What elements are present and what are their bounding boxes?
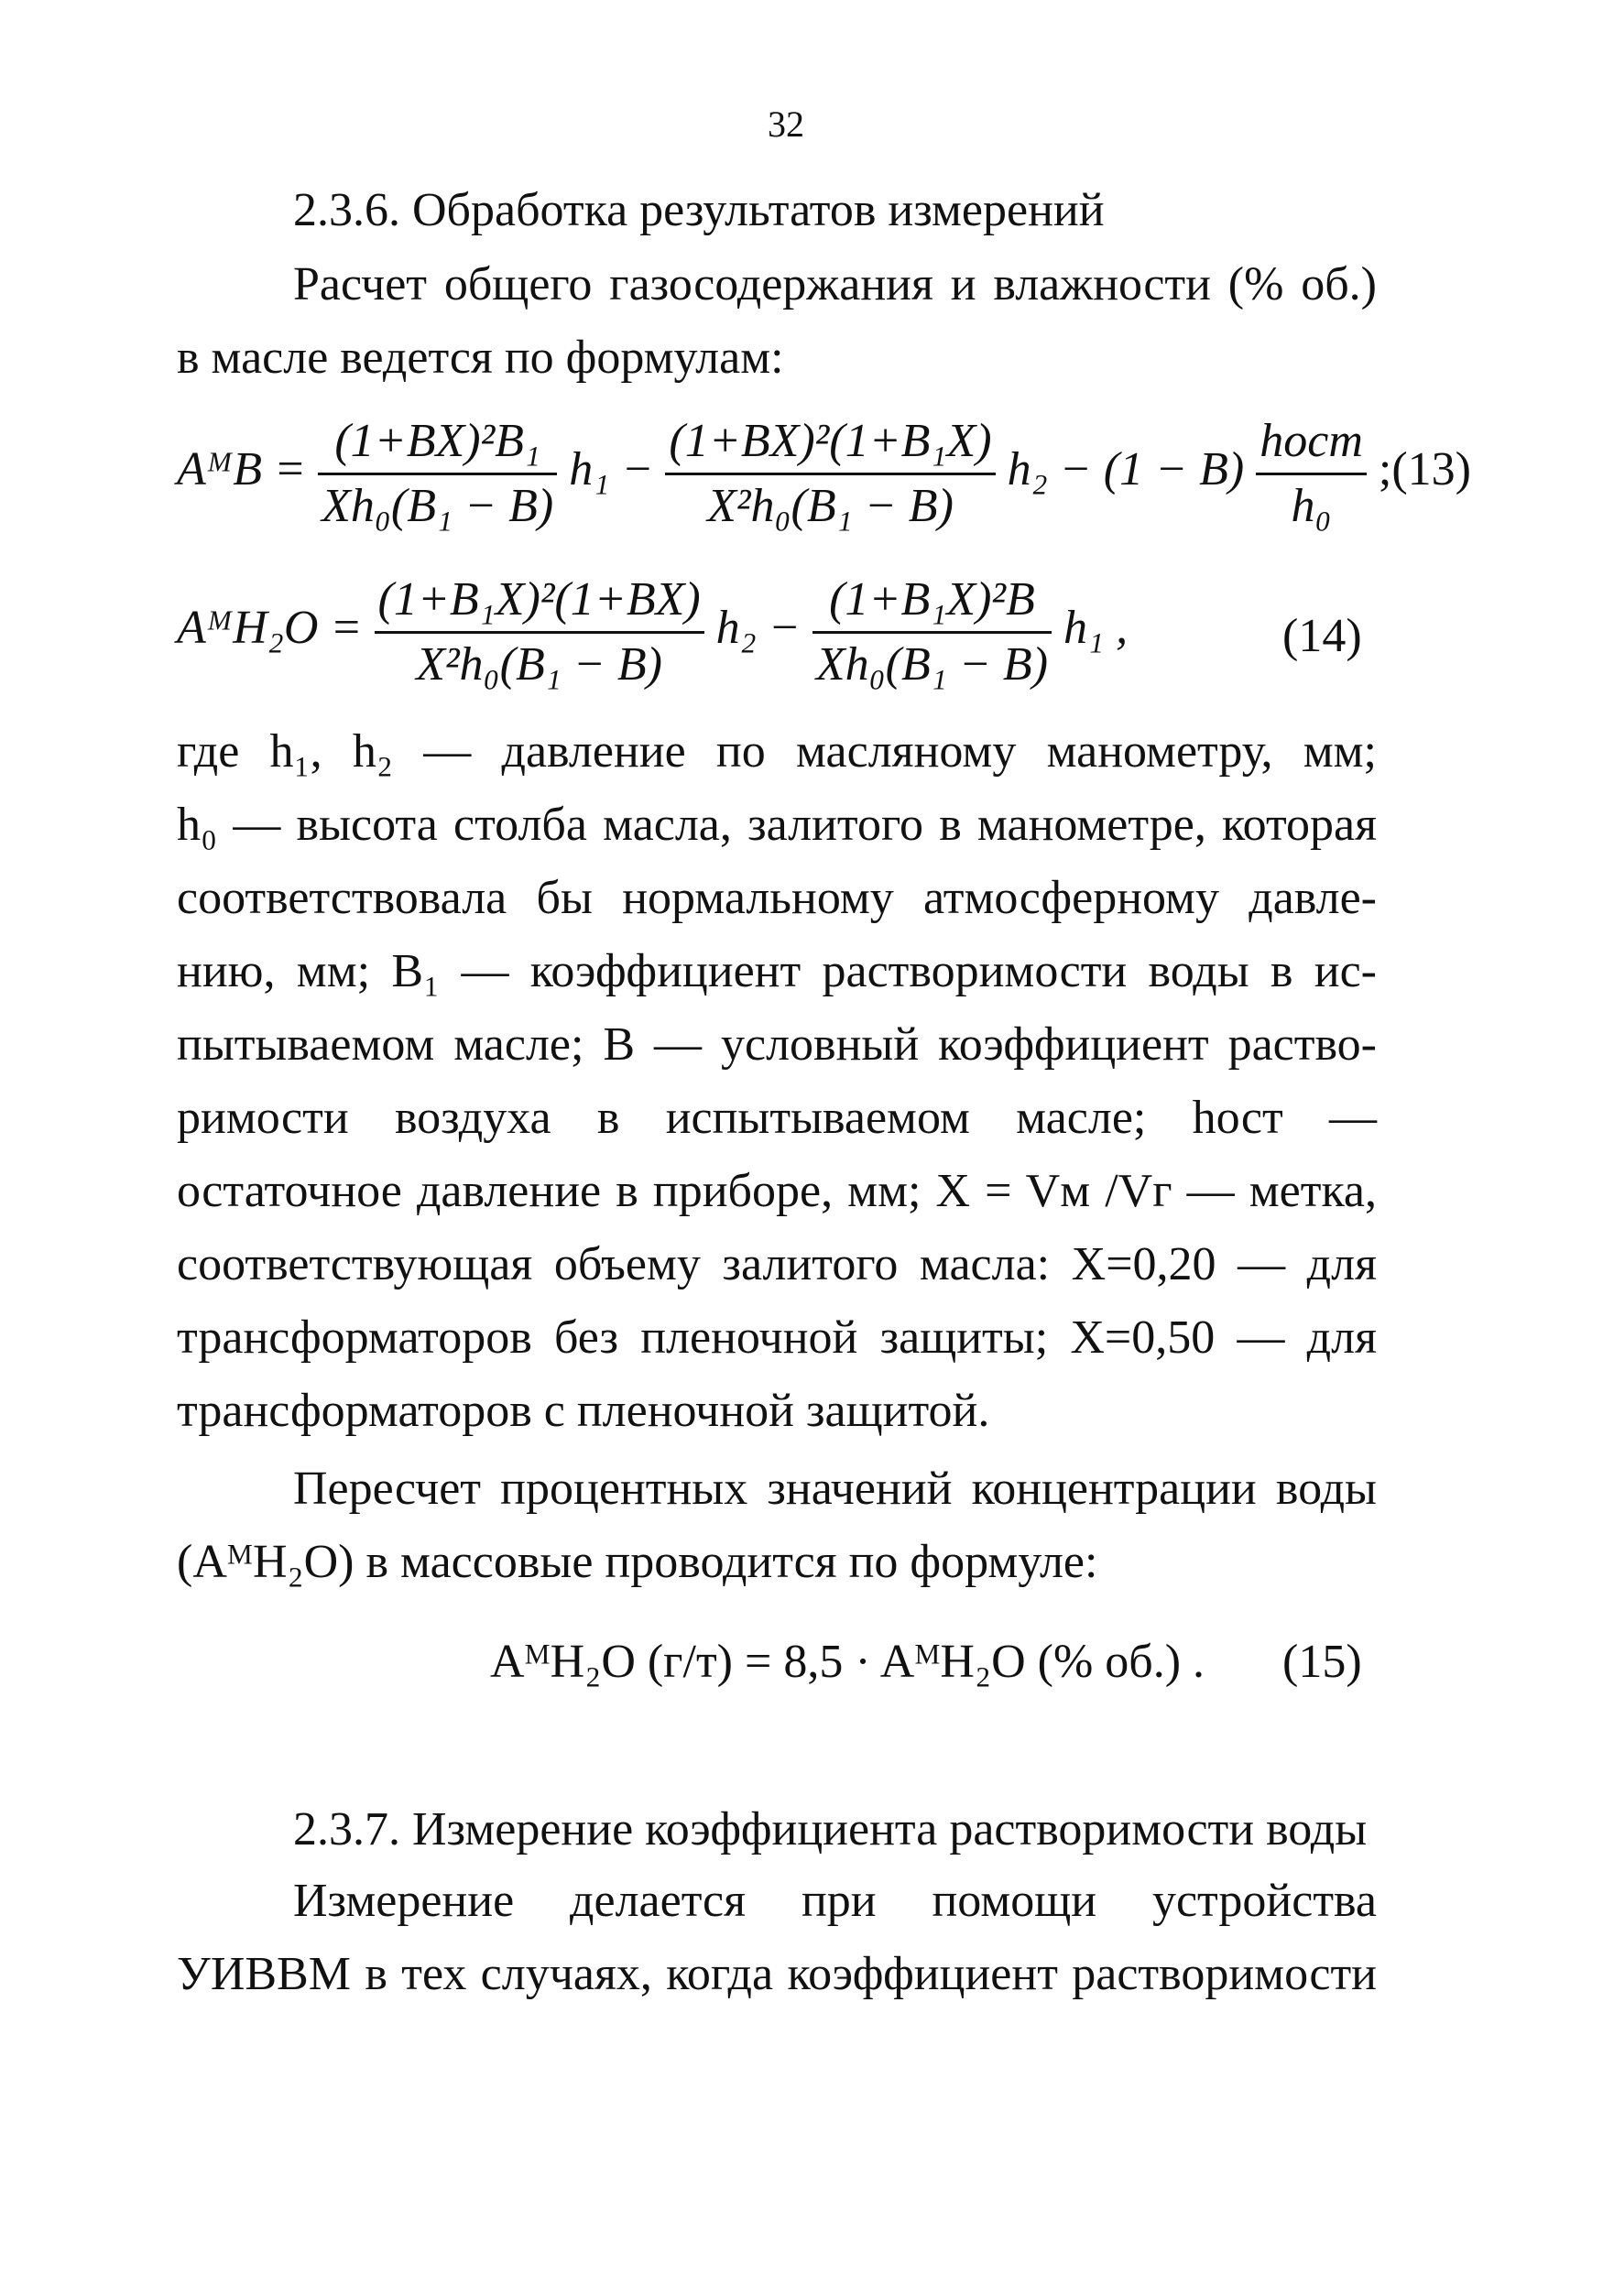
explanation-line-1: где h₁, h₂ — давление по масляному манометру, мм;	[177, 725, 1377, 778]
formula-13-term-3: $\frac{\text{hост}}{\text{h₀}}$	[1256, 414, 1367, 534]
formula-13: AᴹB = $\frac{\text{(1+BX)²B₁}}{\text{Xh₀(B₁ − B)}}$ h₁ − $\frac{\text{(1+BX)²(1+B₁X)}}{\text{X²h₀(B₁ − B)}}$ h₂ − (1 − B) $\frac{\text{hост}}{\text{h₀}}$ ;(13)	[177, 415, 1471, 532]
explanation-line-7: остаточное давление в приборе, мм; X = Vм /Vг — метка,	[177, 1165, 1377, 1217]
explanation-line-2: h₀ — высота столба масла, залитого в манометре, которая	[177, 799, 1377, 851]
page-number: 32	[768, 103, 804, 145]
formula-15: AᴹH₂O (г/т) = 8,5 · AᴹH₂O (% об.) .	[490, 1636, 1205, 1688]
section-heading-2-3-7: 2.3.7. Измерение коэффициента растворимости воды	[293, 1803, 1368, 1855]
formula-14-term-2: $\frac{\text{(1+B₁X)²B}}{\text{Xh₀(B₁ − B)}}$	[812, 572, 1052, 692]
formula-13-term-1: $\frac{\text{(1+BX)²B₁}}{\text{Xh₀(B₁ − B)}}$	[318, 414, 557, 534]
recalc-line-1: Пересчет процентных значений концентрации воды	[293, 1463, 1377, 1515]
explanation-line-4: нию, мм; B₁ — коэффициент растворимости воды в ис-	[177, 945, 1377, 997]
explanation-line-5: пытываемом масле; B — условный коэффициент раство-	[177, 1018, 1377, 1071]
section-237-line-1: Измерение делается при помощи устройства	[293, 1875, 1377, 1927]
intro-line-1: Расчет общего газосодержания и влажности (% об.)	[293, 258, 1377, 310]
section-heading-2-3-6: 2.3.6. Обработка результатов измерений	[293, 184, 1105, 236]
formula-15-number: (15)	[1282, 1636, 1362, 1688]
formula-14-term-1: $\frac{\text{(1+B₁X)²(1+BX)}}{\text{X²h₀(B₁ − B)}}$	[375, 572, 704, 692]
explanation-line-6: римости воздуха в испытываемом масле; hост —	[177, 1092, 1377, 1144]
intro-line-2: в масле ведется по формулам:	[177, 332, 784, 384]
formula-14-number: (14)	[1282, 610, 1362, 662]
section-237-line-2: УИВВМ в тех случаях, когда коэффициент растворимости	[177, 1948, 1377, 2000]
explanation-line-3: соответствовала бы нормальному атмосферному давле-	[177, 872, 1377, 924]
explanation-line-9: трансформаторов без пленочной защиты; X=0,50 — для	[177, 1311, 1377, 1364]
formula-14: AᴹH₂O = $\frac{\text{(1+B₁X)²(1+BX)}}{\text{X²h₀(B₁ − B)}}$ h₂ − $\frac{\text{(1+B₁X)²B}}{\text{Xh₀(B₁ − B)}}$ h₁ ,	[177, 573, 1129, 691]
explanation-line-10: трансформаторов с пленочной защитой.	[177, 1385, 990, 1437]
formula-13-term-2: $\frac{\text{(1+BX)²(1+B₁X)}}{\text{X²h₀(B₁ − B)}}$	[665, 414, 995, 534]
explanation-line-8: соответствующая объему залитого масла: X=0,20 — для	[177, 1238, 1377, 1290]
recalc-line-2: (AᴹH₂O) в массовые проводится по формуле:	[177, 1536, 1098, 1588]
